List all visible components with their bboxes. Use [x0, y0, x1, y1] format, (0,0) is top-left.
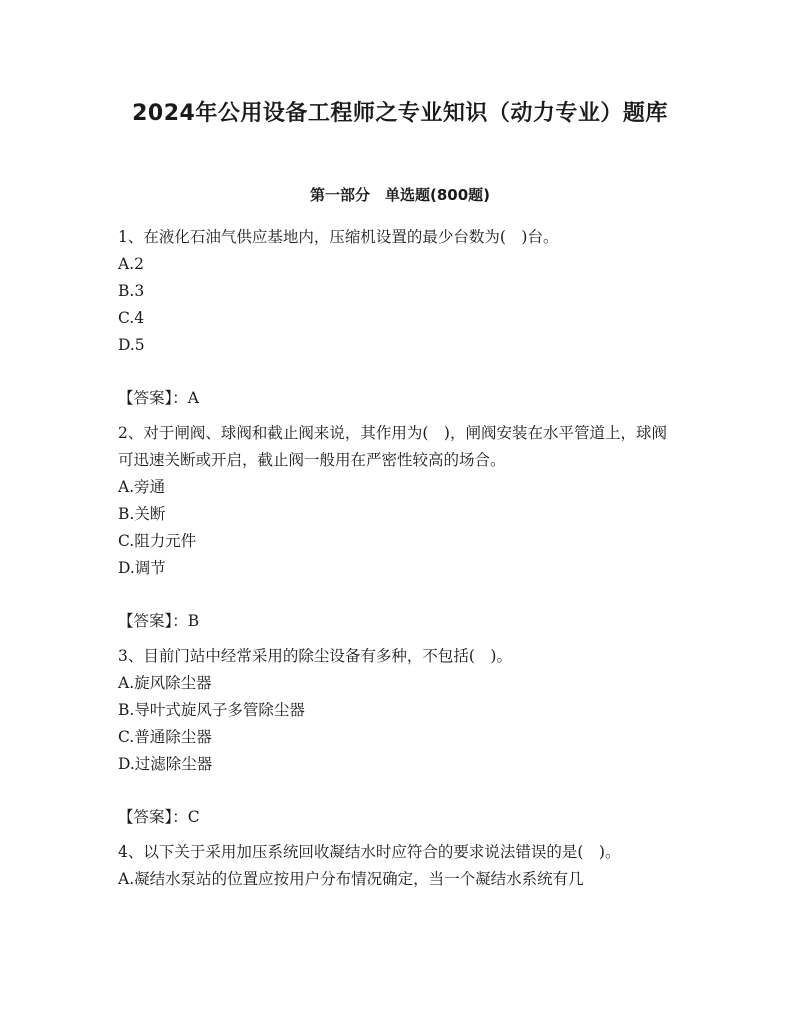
option-b: B.3: [118, 282, 145, 300]
question-item: [118, 420, 678, 635]
answer-label: 【答案】：A: [118, 389, 199, 407]
question-item: [118, 643, 678, 831]
option-c: C.阻力元件: [118, 532, 197, 550]
option-d: D.5: [118, 336, 145, 354]
question-text: 4、以下关于采用加压系统回收凝结水时应符合的要求说法错误的是( )。: [118, 843, 621, 861]
answer-label: 【答案】：C: [118, 808, 200, 826]
option-d: D.过滤除尘器: [118, 755, 213, 773]
option-c: C.普通除尘器: [118, 728, 212, 746]
option-a: A.2: [118, 255, 144, 273]
option-a: A.旋风除尘器: [118, 674, 212, 692]
question-text: 1、在液化石油气供应基地内，压缩机设置的最少台数为( )台。: [118, 228, 559, 246]
answer-label: 【答案】：B: [118, 612, 200, 630]
question-text: 2、对于闸阀、球阀和截止阀来说，其作用为( )，闸阀安装在水平管道上，球阀可迅速关断或开启，截止阀一般用在严密性较高的场合。: [118, 424, 667, 469]
document-title: 2024年公用设备工程师之专业知识（动力专业）题库: [132, 101, 668, 126]
question-item: [118, 839, 678, 893]
question-item: [118, 224, 678, 412]
option-b: B.导叶式旋风子多管除尘器: [118, 701, 305, 719]
option-a: A.旁通: [118, 478, 166, 496]
section-heading: 第一部分 单选题(800题): [309, 186, 491, 204]
question-text: 3、目前门站中经常采用的除尘设备有多种，不包括( )。: [118, 647, 512, 665]
option-d: D.调节: [118, 559, 166, 577]
question-list: [118, 224, 678, 893]
option-b: B.关断: [118, 505, 166, 523]
option-a: A.凝结水泵站的位置应按用户分布情况确定，当一个凝结水系统有几: [118, 870, 584, 888]
option-c: C.4: [118, 309, 145, 327]
